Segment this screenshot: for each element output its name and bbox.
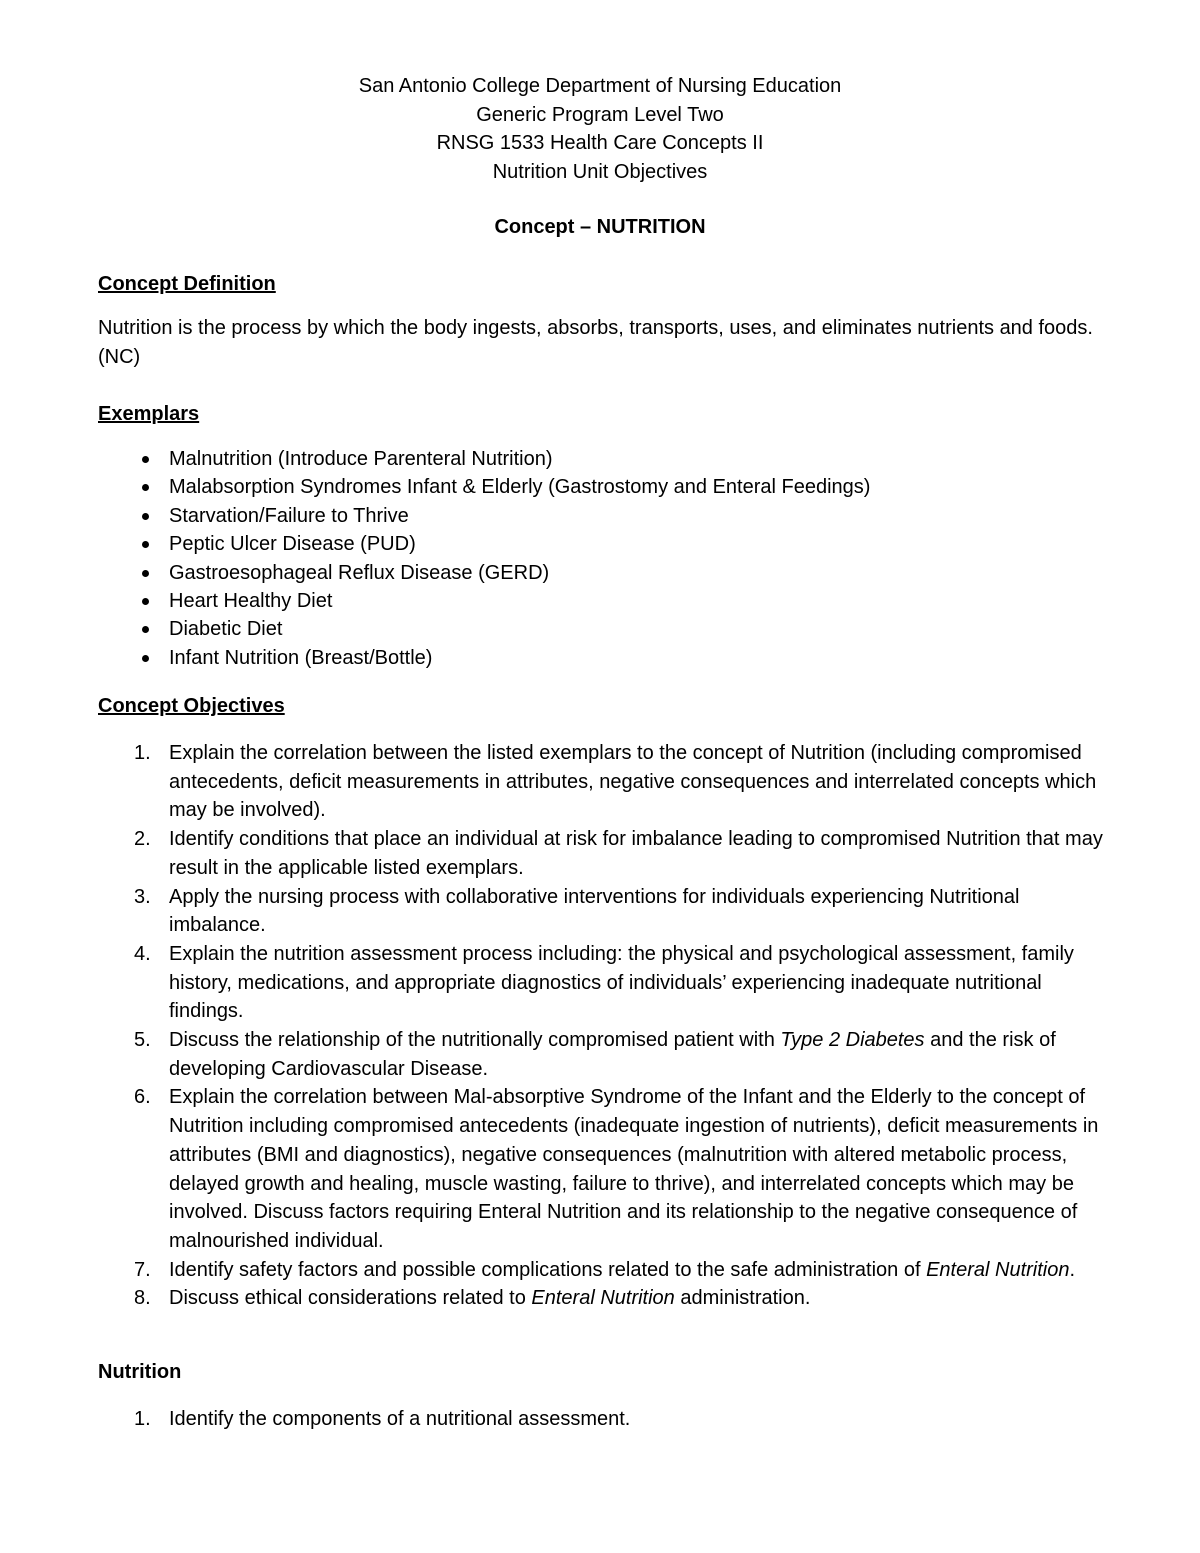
list-item: Gastroesophageal Reflux Disease (GERD) <box>98 559 870 587</box>
item-text <box>169 1029 1056 1080</box>
list-item <box>98 739 1108 825</box>
definition-heading: Concept Definition <box>98 273 276 295</box>
item-text <box>169 886 1019 937</box>
list-item <box>98 883 1108 940</box>
item-text <box>169 1287 810 1309</box>
item-text-italic: Type 2 Diabetes <box>780 1029 925 1052</box>
item-number: 1. <box>134 1408 151 1430</box>
item-text-part: Explain the correlation between Mal-absorptive Syndrome of the Infant and the Elderly to the concept of Nutrition including compromised antecedents (inadequate ingestion of nutrients), deficit measurements in attributes (BMI and diagnostics), negative consequences (malnutrition with altered metabolic process, delayed growth and healing, muscle wasting, failure to thrive), and interrelated concepts which may be involved. Discuss factors requiring Enteral Nutrition and its relationship to the negative consequence of malnourished individual. <box>169 1086 1099 1252</box>
item-number: 3. <box>134 885 151 908</box>
header-unit: Nutrition Unit Objectives <box>492 161 708 184</box>
header-course: RNSG 1533 Health Care Concepts II <box>436 132 764 155</box>
document-header <box>0 72 1200 187</box>
exemplars-list <box>98 445 870 672</box>
list-item: Starvation/Failure to Thrive <box>98 502 870 530</box>
item-number: 6. <box>134 1086 151 1109</box>
item-text-part: Apply the nursing process with collaborative interventions for individuals experiencing Nutritional imbalance. <box>169 885 1020 937</box>
list-item: Infant Nutrition (Breast/Bottle) <box>98 644 870 672</box>
concept-title: Concept – NUTRITION <box>494 216 706 238</box>
item-number: 4. <box>134 942 151 965</box>
item-text-part: Identify conditions that place an individual at risk for imbalance leading to compromised Nutrition that may result in the applicable listed exemplars. <box>169 828 1103 879</box>
nutrition-list <box>98 1405 1108 1434</box>
list-item: Peptic Ulcer Disease (PUD) <box>98 530 870 558</box>
nutrition-heading: Nutrition <box>98 1361 182 1383</box>
item-text-part: administration. <box>674 1287 811 1310</box>
definition-text: Nutrition is the process by which the body ingests, absorbs, transports, uses, and eliminates nutrients and foods. (NC) <box>98 317 1093 368</box>
list-item <box>98 940 1108 1026</box>
list-item: Diabetic Diet <box>98 615 870 643</box>
item-text <box>169 1086 1098 1252</box>
item-text-part: and the risk of developing Cardiovascular Disease. <box>169 1029 1056 1080</box>
list-item <box>98 825 1108 882</box>
item-text-italic: Enteral Nutrition <box>531 1287 675 1310</box>
item-number: 2. <box>134 828 151 851</box>
item-text <box>169 828 1103 879</box>
item-text-part: . <box>1069 1258 1076 1281</box>
list-item <box>98 1083 1108 1255</box>
bullet-icon <box>142 541 149 548</box>
list-item <box>98 1026 1108 1083</box>
bullet-icon <box>142 598 149 605</box>
header-program: Generic Program Level Two <box>476 103 724 126</box>
list-item <box>98 1284 1108 1313</box>
item-number: 1. <box>134 742 151 764</box>
item-text-part: Discuss ethical considerations related to <box>169 1287 532 1310</box>
item-text-part: Explain the nutrition assessment process including: the physical and psychological assessment, family history, medications, and appropriate diagnostics of individuals’ experiencing inadequate nutritional findings. <box>169 942 1074 1023</box>
bullet-icon <box>142 626 149 633</box>
item-text: Identify the components of a nutritional assessment. <box>169 1408 631 1430</box>
objectives-list <box>98 739 1108 1313</box>
bullet-icon <box>142 513 149 520</box>
item-text <box>169 943 1074 1022</box>
bullet-icon <box>142 570 149 577</box>
item-text-italic: Enteral Nutrition <box>926 1258 1070 1281</box>
item-number: 5. <box>134 1029 151 1052</box>
item-text <box>169 742 1096 821</box>
item-text-part: Discuss the relationship of the nutritionally compromised patient with <box>169 1029 781 1052</box>
list-item: Malabsorption Syndromes Infant & Elderly (Gastrostomy and Enteral Feedings) <box>98 473 870 501</box>
item-number: 8. <box>134 1287 151 1310</box>
bullet-icon <box>142 484 149 491</box>
item-text-part: Explain the correlation between the listed exemplars to the concept of Nutrition (including compromised antecedents, deficit measurements in attributes, negative consequences and interrelated concepts which may be involved). <box>169 742 1097 822</box>
objectives-heading: Concept Objectives <box>98 695 285 717</box>
list-item <box>98 1256 1108 1285</box>
list-item <box>98 1405 1108 1434</box>
item-text <box>169 1259 1075 1281</box>
item-text-part: Identify safety factors and possible complications related to the safe administration of <box>169 1258 927 1281</box>
bullet-icon <box>142 456 149 463</box>
list-item: Malnutrition (Introduce Parenteral Nutrition) <box>98 445 870 473</box>
item-number: 7. <box>134 1258 151 1281</box>
list-item: Heart Healthy Diet <box>98 587 870 615</box>
header-college: San Antonio College Department of Nursing Education <box>358 75 842 97</box>
exemplars-heading: Exemplars <box>98 403 200 425</box>
bullet-icon <box>142 655 149 662</box>
